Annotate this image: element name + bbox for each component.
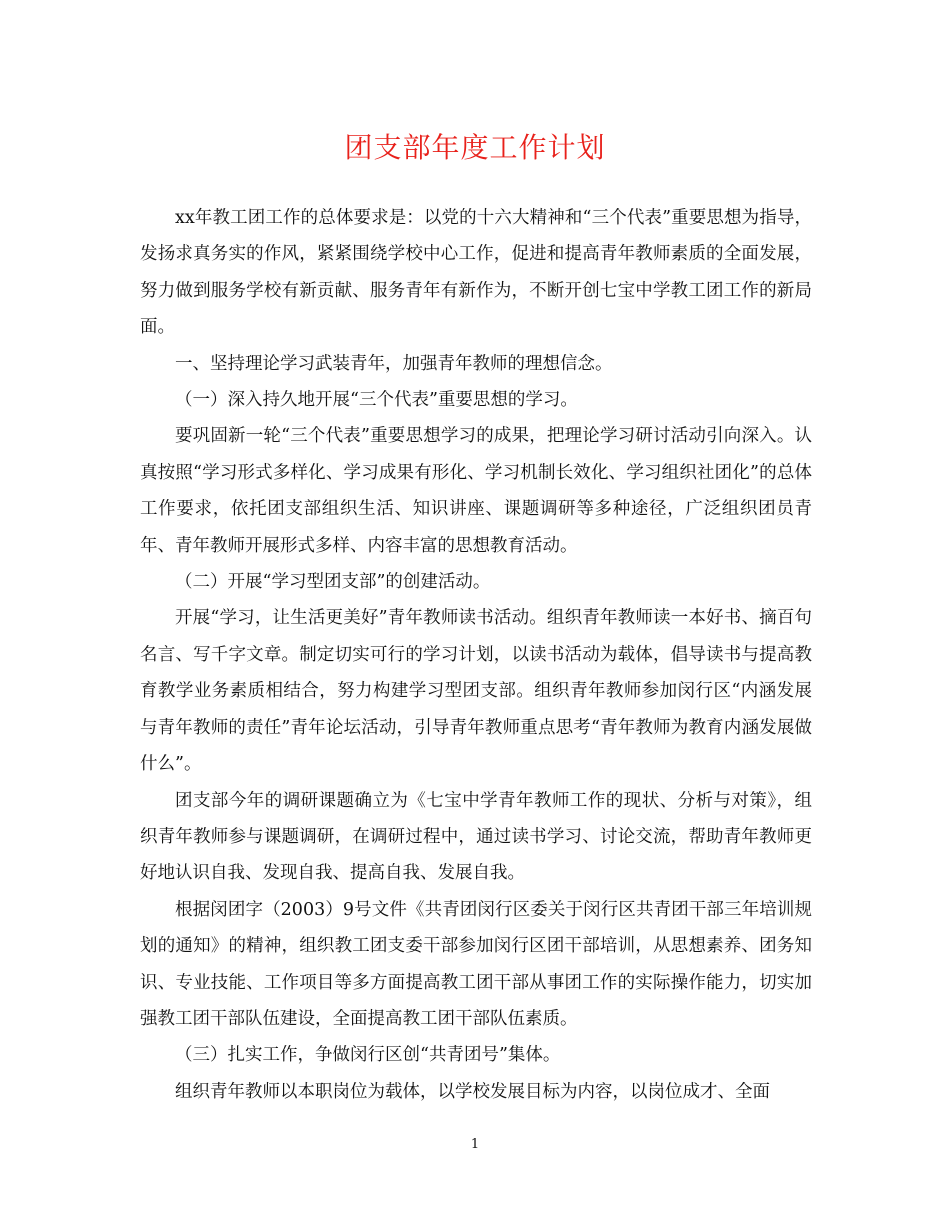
paragraph-10: 组织青年教师以本职岗位为载体，以学校发展目标为内容，以岗位成才、全面 [175, 1081, 770, 1102]
document-title: 团支部年度工作计划 [344, 131, 606, 164]
paragraph-7: 团支部今年的调研课题确立为《七宝中学青年教师工作的现状、分析与对策》，组织青年教师参与课题调研，在调研过程中，通过读书学习、讨论交流，帮助青年教师更好地认识自我、发现自我、提高自我、发展自我。 [140, 790, 812, 884]
paragraph-5: （二）开展“学习型团支部”的创建活动。 [175, 572, 491, 593]
paragraph-3: （一）深入持久地开展“三个代表”重要思想的学习。 [175, 390, 578, 411]
paragraph-9: （三）扎实工作，争做闵行区创“共青团号”集体。 [175, 1045, 561, 1066]
paragraph-1: xx年教工团工作的总体要求是：以党的十六大精神和“三个代表”重要思想为指导，发扬求真务实的作风，紧紧围绕学校中心工作，促进和提高青年教师素质的全面发展，努力做到服务学校有新贡献、服务青年有新作为，不断开创七宝中学教工团工作的新局面。 [140, 208, 812, 338]
page-number: 1 [470, 1137, 480, 1152]
paragraph-2: 一、坚持理论学习武装青年，加强青年教师的理想信念。 [175, 353, 613, 374]
paragraph-4: 要巩固新一轮“三个代表”重要思想学习的成果，把理论学习研讨活动引向深入。认真按照“学习形式多样化、学习成果有形化、学习机制长效化、学习组织社团化”的总体工作要求，依托团支部组织生活、知识讲座、课题调研等多种途径，广泛组织团员青年、青年教师开展形式多样、内容丰富的思想教育活动。 [140, 426, 812, 556]
paragraph-6: 开展“学习，让生活更美好”青年教师读书活动。组织青年教师读一本好书、摘百句名言、写千字文章。制定切实可行的学习计划，以读书活动为载体，倡导读书与提高教育教学业务素质相结合，努力构建学习型团支部。组织青年教师参加闵行区“内涵发展与青年教师的责任”青年论坛活动，引导青年教师重点思考“青年教师为教育内涵发展做什么”。 [140, 608, 812, 775]
paragraph-8: 根据闵团字（2003）9号文件《共青团闵行区委关于闵行区共青团干部三年培训规划的通知》的精神，组织教工团支委干部参加闵行区团干部培训，从思想素养、团务知识、专业技能、工作项目等多方面提高教工团干部从事团工作的实际操作能力，切实加强教工团干部队伍建设，全面提高教工团干部队伍素质。 [140, 899, 812, 1029]
document-body [140, 200, 812, 1110]
